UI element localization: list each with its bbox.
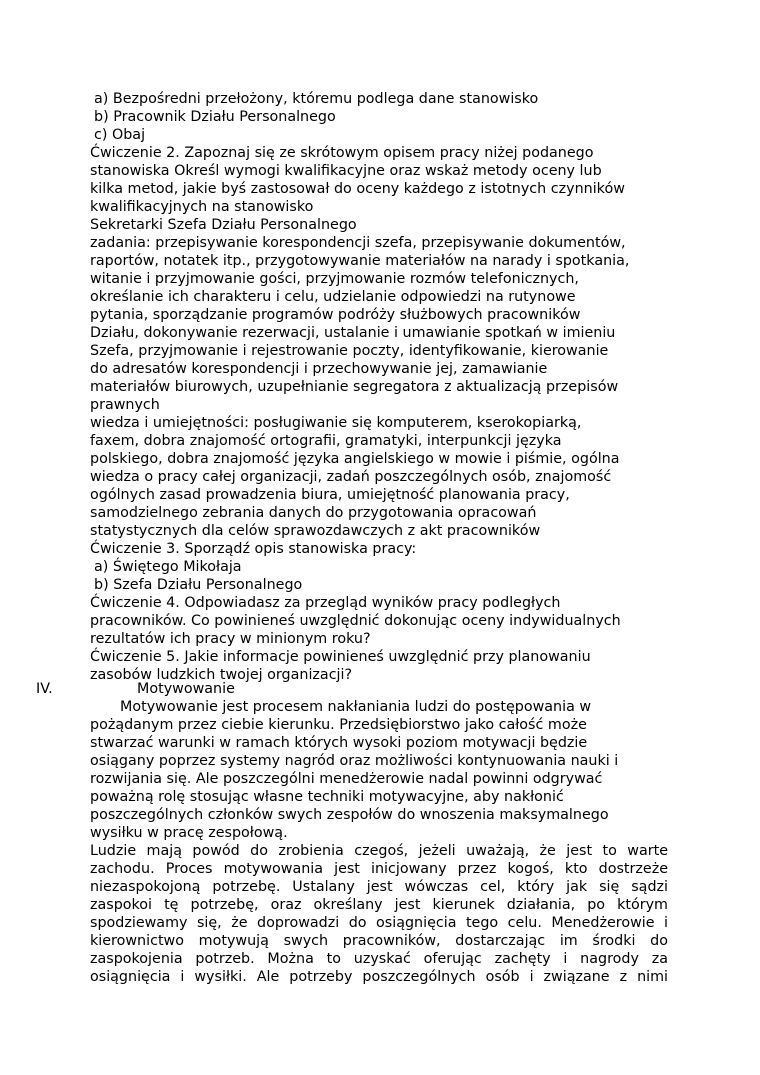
skills-line: ogólnych zasad prowadzenia biura, umiejętność planowania pracy,	[90, 487, 570, 503]
exercise-2-line: kwalifikacyjnych na stanowisko	[90, 199, 314, 215]
option-c: c) Obaj	[94, 127, 146, 143]
skills-line: polskiego, dobra znajomość języka angielskiego w mowie i piśmie, ogólna	[90, 451, 620, 467]
tasks-line: do adresatów korespondencji i przechowywanie jej, zamawianie	[90, 361, 548, 377]
exercise-4-line: Ćwiczenie 4. Odpowiadasz za przegląd wyników pracy podległych	[90, 595, 561, 611]
section-number: IV.	[36, 681, 53, 697]
motivation-line: Motywowanie jest procesem nakłaniania ludzi do postępowania w	[120, 699, 592, 715]
motivation-line: stwarzać warunki w ramach których wysoki poziom motywacji będzie	[90, 735, 588, 751]
document-page	[90, 90, 670, 684]
tasks-line: Szefa, przyjmowanie i rejestrowanie poczty, identyfikowanie, kierowanie	[90, 343, 609, 359]
option-b: b) Pracownik Działu Personalnego	[94, 109, 336, 125]
needs-line: spodziewamy się, że doprowadzi do osiągnięcia tego celu. Menedżerowie i	[90, 915, 668, 931]
exercise-2-line: kilka metod, jakie byś zastosował do oceny każdego z istotnych czynników	[90, 181, 625, 197]
section-title: Motywowanie	[137, 681, 235, 697]
section-heading	[0, 680, 760, 698]
exercise-4-line: rezultatów ich pracy w minionym roku?	[90, 631, 371, 647]
tasks-line: Działu, dokonywanie rezerwacji, ustalanie i umawianie spotkań w imieniu	[90, 325, 616, 341]
tasks-line: pytania, sporządzanie programów podróży służbowych pracowników	[90, 307, 581, 323]
motivation-line: rozwijania się. Ale poszczególni menedżerowie nadal powinni odgrywać	[90, 771, 603, 787]
tasks-line: raportów, notatek itp., przygotowywanie materiałów na narady i spotkania,	[90, 253, 630, 269]
tasks-line: witanie i przyjmowanie gości, przyjmowanie rozmów telefonicznych,	[90, 271, 579, 287]
exercise-5-line: Ćwiczenie 5. Jakie informacje powinieneś uwzględnić przy planowaniu	[90, 649, 591, 665]
motivation-line: osiągany poprzez systemy nagród oraz możliwości kontynuowania nauki i	[90, 753, 619, 769]
motivation-paragraph	[90, 698, 670, 986]
motivation-line: pożądanym przez ciebie kierunku. Przedsiębiorstwo jako całość może	[90, 717, 587, 733]
exercise-3-option-b: b) Szefa Działu Personalnego	[94, 577, 303, 593]
skills-line: wiedza i umiejętności: posługiwanie się komputerem, kserokopiarką,	[90, 415, 582, 431]
motivation-line: poszczególnych członków swych zespołów do wnoszenia maksymalnego	[90, 807, 609, 823]
tasks-line: określanie ich charakteru i celu, udzielanie odpowiedzi na rutynowe	[90, 289, 576, 305]
exercise-3-line: Ćwiczenie 3. Sporządź opis stanowiska pracy:	[90, 541, 417, 557]
exercise-3-option-a: a) Świętego Mikołaja	[94, 559, 242, 575]
tasks-line: zadania: przepisywanie korespondencji szefa, przepisywanie dokumentów,	[90, 235, 626, 251]
exercise-2-line: Ćwiczenie 2. Zapoznaj się ze skrótowym opisem pracy niżej podanego	[90, 145, 594, 161]
needs-line: Ludzie mają powód do zrobienia czegoś, jeżeli uważają, że jest to warte	[90, 843, 668, 859]
exercise-4-line: pracowników. Co powinieneś uwzględnić dokonując oceny indywidualnych	[90, 613, 621, 629]
option-a: a) Bezpośredni przełożony, któremu podlega dane stanowisko	[94, 91, 539, 107]
needs-line: zaspokoi tę potrzebę, oraz określany jest kierunek działania, po którym	[90, 897, 668, 913]
needs-line: niezaspokojoną potrzebę. Ustalany jest wówczas cel, który jak się sądzi	[90, 879, 668, 895]
skills-line: statystycznych dla celów sprawozdawczych z akt pracowników	[90, 523, 541, 539]
needs-line: kierownictwo motywują swych pracowników, dostarczając im środki do	[90, 933, 668, 949]
skills-line: faxem, dobra znajomość ortografii, gramatyki, interpunkcji języka	[90, 433, 562, 449]
job-title: Sekretarki Szefa Działu Personalnego	[90, 217, 357, 233]
exercise-2-line: stanowiska Określ wymogi kwalifikacyjne oraz wskaż metody oceny lub	[90, 163, 602, 179]
skills-line: wiedza o pracy całej organizacji, zadań poszczególnych osób, znajomość	[90, 469, 612, 485]
tasks-line: materiałów biurowych, uzupełnianie segregatora z aktualizacją przepisów	[90, 379, 619, 395]
needs-line: osiągnięcia i wysiłki. Ale potrzeby poszczególnych osób i związane z nimi	[90, 969, 668, 985]
skills-line: samodzielnego zebrania danych do przygotowania opracowań	[90, 505, 537, 521]
tasks-line: prawnych	[90, 397, 160, 413]
motivation-line: wysiłku w pracę zespołową.	[90, 825, 288, 841]
needs-line: zachodu. Proces motywowania jest inicjowany przez kogoś, kto dostrzeże	[90, 861, 668, 877]
motivation-line: poważną rolę stosując własne techniki motywacyjne, aby nakłonić	[90, 789, 564, 805]
exercise-5-line: zasobów ludzkich twojej organizacji?	[90, 667, 353, 683]
needs-line: zaspokojenia potrzeb. Można to uzyskać oferując zachęty i nagrody za	[90, 951, 668, 967]
